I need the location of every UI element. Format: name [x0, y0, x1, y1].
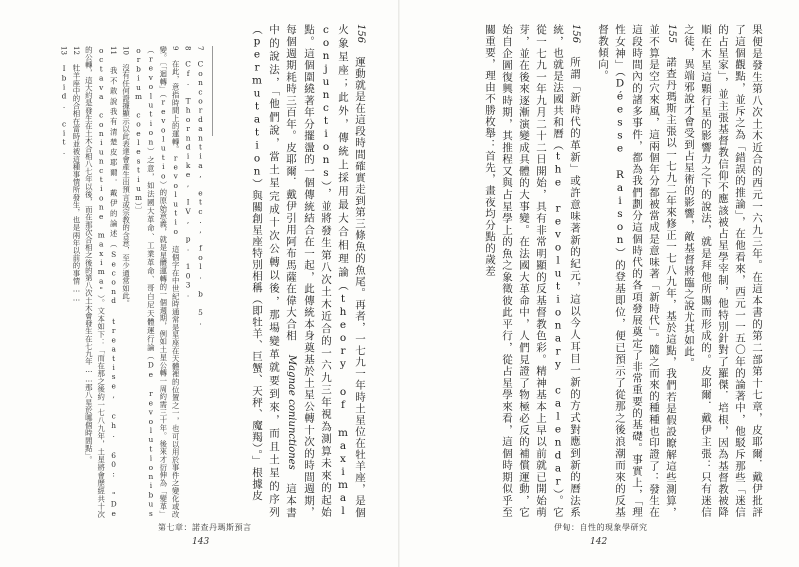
left-paragraph-1-latin: Magnae coniunctiones — [286, 354, 297, 470]
footnote-text: 沒有任何證據顯示以此表達會產生出預言或宗教的含意，至少通常如此。 — [121, 64, 131, 308]
left-paragraph-1-text: 運動就是在這段時間確實走到第三條魚的魚尾。再者，一七九一年時土星位在牡羊座，是個火象星座；此外，傳統上採用最大合相理論（theory of maximal conjunctions），並將發生第八次土木近合的一六九三年視為測算未來的起始點。這個圍繞著年分擺盪的一個傳統結合在一起，此傳統本身奠基於土星公轉十次的時間週期，每個週期耗時三百年。皮耶爾．戴伊引用阿布馬薩在偉大合相 — [285, 24, 366, 518]
right-paragraph-2-marker: 156 — [570, 24, 581, 44]
footnote — [132, 46, 182, 518]
right-body-text — [433, 24, 765, 518]
right-paragraph-1-marker: 155 — [666, 24, 677, 44]
footnotes-block — [38, 46, 206, 518]
footnote-number: 7 — [196, 46, 204, 51]
right-paragraph-2 — [481, 24, 584, 518]
right-paragraph-0: 果便是發生第八次土木近合的西元一六九三年。在這本書的第二部第十七章，皮耶爾．戴伊批評了這個觀點，並斥之為「錯誤的推論」，在他看來，西元一一五〇年的論著中，他駁斥那些「迷信的占星家」，並主張基督教信仰不應該被占星學宰制，他特別針對了羅傑．培根，因為基督教被降順在木星這顆行星的影響力之下的說法，就是拜他所賜而形成的。皮耶爾．戴伊主張：只有迷信之徒，異端邪說才會受到占星術的影響，敵基督將臨之說尤其如此。 — [683, 24, 763, 518]
footnote-number: 9 — [171, 46, 180, 51]
footnote-text: Concordantia, etc., fol. b 5. — [196, 59, 205, 327]
left-page-number: 143 — [192, 537, 210, 547]
left-page — [0, 0, 398, 567]
footnote-number: 12 — [71, 46, 80, 55]
right-running-footer: 伊甸：自性的現象學研究 — [554, 523, 648, 532]
footnote-text: Ibid. cit. — [59, 64, 69, 157]
footnote — [181, 46, 193, 518]
right-paragraph-1 — [594, 24, 680, 518]
footnote-rule — [212, 46, 213, 136]
footnote-number: 13 — [59, 46, 68, 55]
right-paragraph-2-text: 所謂「新時代的革新」或許意味著新的紀元，這以今人耳目一新的方式對應到新的曆法系統，也就是法國共和曆（the revolutionary calendar）。它從一七九一年九月二十二日開始，具有非常明顯的反基督教色彩。精神基本上早以前就已開始萌芽，並在後來逐漸演變成具體的大事變。在法國大革命中，人們見證了物極必反的補償運動，它始自企圖復興時期，其推程又與占星學上的魚之象徵彼此平行，從占星學來看，這個時期似乎至關重要，理由不勝枚舉：首先，畫夜均分點的歲差 — [484, 24, 581, 518]
left-running-footer: 第七章：諾查丹瑪斯預言 — [158, 523, 252, 532]
left-paragraph-1-marker: 156 — [355, 24, 366, 44]
right-page — [400, 0, 799, 567]
footnote-text: 在此，意指時間上的運轉。revolutio 這個字在中世紀時通常是星座在天體裡的位置之一，也可以用於事件之變化或改變。〔「迴轉」（revolutio）的原始意義，就是星體運轉的一個週期，例如土星公轉一周約需三十年。後來才衍伸為「變革」（revolution）之意，如法國大革命、工業革命、哥白尼天體運行論（De revolutionibus orbium coelestium）〕 — [133, 46, 181, 518]
footnote-text: 我不敢說我有清楚皮耶爾．戴伊的論述（Second treatise, ch. 60: "De octava coniunctione maxima"）。文本如下：「而在那之後約一七八九年，土星將會歷經共十次的公轉，這大約是發生在土木合相八七年以後，而在那次合相之後的第八次土木會發生在七九年……那八星於哪個時間點」。 — [84, 46, 119, 518]
left-paragraph-1-tail: 這本書中的說法，「他們說，當土星完成十次公轉以後，那場變革就要到來，而且土星的序列（permutation）與關創星座特別相稱（即牡羊、巨蟹、天秤、魔羯）。」根據皮 — [251, 24, 297, 518]
footnote — [194, 46, 206, 518]
footnote-text: Cf. Thorndike, IV, p. 103. — [183, 59, 193, 299]
footnote — [70, 46, 82, 518]
right-page-number: 142 — [590, 537, 608, 547]
footnote — [82, 46, 119, 518]
left-paragraph-1 — [248, 24, 369, 518]
right-paragraph-1-text: 諾查丹瑪斯主張以一七九二年來修正一七八九年，基於這點，我們若是假設瞭解這些測算，並不算是空穴來風，這兩個年分都被當成是意味著「新時代」。隨之而來的種種也印證了：發生在這段時間內的諸多事件，都為我們劃分這個時代的各項發展奠定了非常重要的基礎。事實上，「理性女神」（Déesse Raison）的登基即位，便已預示了從那之後浪潮而來的反基督教傾向。 — [597, 24, 677, 518]
footnote-number: 10 — [121, 46, 130, 55]
footnote-number: 8 — [183, 46, 192, 51]
footnote-text: 牡羊座中的合相在當時並被這種事情所發生，也是兩年以前的事情…… — [71, 64, 81, 303]
footnote — [119, 46, 131, 518]
footnote — [57, 46, 69, 518]
left-body-text — [189, 24, 369, 518]
footnote-number: 11 — [109, 46, 118, 55]
